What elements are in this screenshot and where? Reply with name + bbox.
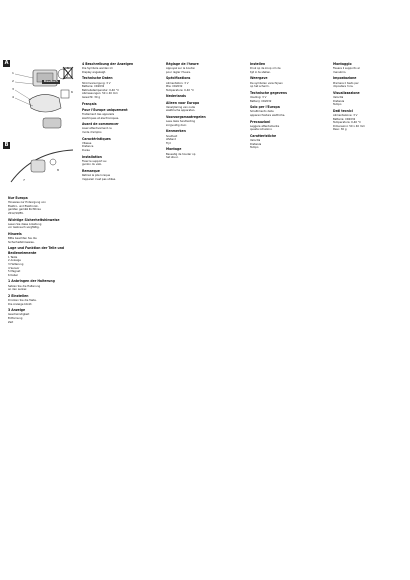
body-text-line: Traitement des appareils <box>82 112 115 116</box>
section-heading: Caratteristiche <box>250 133 277 138</box>
body-text-line: Batterij: CR2032 <box>250 99 272 103</box>
section-heading: Spécifications <box>166 76 191 81</box>
body-text-line: Druk op de knop om de <box>250 67 281 71</box>
body-text-line: 2012/19/EU. <box>8 211 25 215</box>
section-heading: Voorzorgsmaatregelen <box>166 114 206 119</box>
body-text-line: Snelheid <box>166 134 178 138</box>
body-text-line: Velocità <box>250 139 261 143</box>
body-text-line: Pile: CR2032 <box>166 85 183 89</box>
body-text-line: Alimentazione: 3 V <box>333 113 358 117</box>
section-heading: Visualizzazione <box>333 90 360 95</box>
column-1 <box>8 194 78 324</box>
section-heading: Technische Daten <box>82 76 113 81</box>
section-heading: Lage und Funktion der Teile und Bedienelemente <box>8 246 65 255</box>
body-text-line: Hinweise zur Entsorgung von <box>8 201 46 205</box>
column-3 <box>166 60 246 160</box>
section-heading: Réglage de l'heure <box>166 62 199 66</box>
section-heading: Hinweis <box>8 231 22 236</box>
column-2 <box>82 60 162 181</box>
body-text-line: Batteria: CR2032 <box>333 117 356 121</box>
figure-b-badge: B <box>4 142 9 148</box>
body-text-line: Voeding: 3 V <box>250 95 267 99</box>
callout-3: 3 <box>12 87 14 91</box>
callout-1: 1 <box>12 71 14 75</box>
section-heading: Weergave <box>250 76 268 81</box>
figure-a-badge: A <box>4 60 9 66</box>
section-heading: Instellen <box>250 62 266 66</box>
column-4 <box>250 60 330 150</box>
body-text-line: Température: 0-40 °C <box>166 88 194 92</box>
body-text-line: Drücken Sie die Taste. <box>8 298 37 302</box>
section-heading: Alleen voor Europa <box>166 100 200 105</box>
body-text-line: het stuur. <box>166 156 179 160</box>
section-heading: 1 Anbringen der Halterung <box>8 279 55 284</box>
body-text-line: queste istruzioni. <box>250 128 273 132</box>
body-text-line: pour régler l'heure. <box>166 70 191 74</box>
callout-6: 6 <box>71 90 73 94</box>
section-heading: 3 Anzeige <box>8 308 26 313</box>
body-text-line: Die Symbole werden im <box>82 67 113 71</box>
body-text-line: Velocità <box>333 95 344 99</box>
body-text-line: impostare l'ora. <box>333 85 354 89</box>
body-text-line: Gewicht: 30 g <box>82 95 101 99</box>
body-text-line: Afstand <box>166 138 176 142</box>
body-text-line: Bitte beachten Sie die <box>8 237 37 241</box>
body-text-line: Tempo <box>250 146 259 150</box>
body-text-line: tijd in te stellen. <box>250 70 272 74</box>
body-text-line: l'appareil n'est pas utilisé. <box>82 177 116 181</box>
body-text-line: Sicherheitshinweise. <box>8 240 35 244</box>
section-heading: Wichtige Sicherheitshinweise <box>8 217 60 222</box>
body-text-line: Premere il tasto per <box>333 81 359 85</box>
body-text-line: apparecchiature elettriche. <box>250 113 286 117</box>
body-text-line: 1 Taste <box>8 255 18 259</box>
body-text-line: Lesen Sie diese Anleitung <box>8 222 42 226</box>
body-text-line: vor Gebrauch sorgfältig. <box>8 226 40 230</box>
body-text-line: Vitesse <box>82 141 92 145</box>
body-text-line: Tijd <box>166 141 171 145</box>
body-text-line: an den Lenker. <box>8 288 28 292</box>
body-text-line: Smaltimento delle <box>250 110 274 114</box>
section-heading: 4 Beschreibung der Anzeigen <box>82 62 134 66</box>
section-heading: Caractéristiques <box>82 136 111 141</box>
section-heading: Montaggio <box>333 62 352 66</box>
body-text-line: mode d'emploi. <box>82 130 103 134</box>
section-heading: Pour l'Europe uniquement <box>82 107 128 112</box>
callout-8: 8 <box>57 168 59 172</box>
body-text-line: Display angezeigt. <box>82 70 107 74</box>
body-text-line: Entfernung <box>8 316 23 320</box>
body-text-line: Dimensioni: 50 x 40 mm <box>333 124 365 128</box>
section-heading: Nur Europa <box>8 196 28 200</box>
body-text-line: Distanza <box>333 99 345 103</box>
section-heading: Precauzioni <box>250 119 271 124</box>
section-heading: Avant de commencer <box>82 122 119 127</box>
callout-4: 4 <box>12 95 14 99</box>
body-text-line: De symbolen verschijnen <box>250 81 283 85</box>
section-heading: Installation <box>82 154 102 159</box>
body-text-line: Lees deze handleiding <box>166 120 196 124</box>
body-text-line: Leggere attentamente <box>250 124 280 128</box>
body-text-line: elektrische apparaten. <box>166 109 196 113</box>
section-heading: Remarque <box>82 168 100 173</box>
section-heading: 2 Einstellen <box>8 293 29 298</box>
section-heading: Solo per l'Europa <box>250 105 280 110</box>
body-text-line: Tempo <box>333 103 342 107</box>
body-text-line: Alimentation: 3 V <box>166 81 189 85</box>
body-text-line: Distanza <box>250 142 262 146</box>
figure-b <box>3 142 79 190</box>
body-text-line: 6 Kabel <box>8 273 18 277</box>
body-text-line: Bevestig de houder op <box>166 152 196 156</box>
body-text-line: 5 Magnet <box>8 270 21 274</box>
body-text-line: geräten gemäß Richtlinie <box>8 208 41 212</box>
callout-2: 2 <box>12 79 14 83</box>
body-text-line: Lisez attentivement ce <box>82 127 112 131</box>
body-text-line: manubrio. <box>333 70 347 74</box>
callout-7: 7 <box>23 178 25 182</box>
body-text-line: Fixez le support au <box>82 159 107 163</box>
body-text-line: guidon du vélo. <box>82 163 103 167</box>
section-heading: Nederlands <box>166 94 186 99</box>
body-text-line: Verwijdering van oude <box>166 105 196 109</box>
body-text-line: Betriebstemperatur: 0-40 °C <box>82 88 120 92</box>
body-text-line: Retirez la pile lorsque <box>82 174 111 178</box>
body-text-line: Batterie: CR2032 <box>82 85 105 89</box>
body-text-line: Elektro- und Elektronik- <box>8 204 39 208</box>
crossed-bin-icon <box>61 64 75 80</box>
body-text-line: Setzen Sie die Halterung <box>8 284 41 288</box>
body-text-line: Stromversorgung: 3 V <box>82 81 111 85</box>
section-heading: Montage <box>166 147 182 152</box>
column-5 <box>333 60 405 132</box>
section-heading: Kenmerken <box>166 129 186 134</box>
body-text-line: 2 Anzeige <box>8 259 21 263</box>
body-text-line: Zeit <box>8 320 14 324</box>
body-text-line: Durée <box>82 148 90 152</box>
language-label: Deutsch <box>44 79 58 83</box>
body-text-line: Appuyez sur le bouton <box>166 67 196 71</box>
section-heading: Technische gegevens <box>250 90 287 95</box>
section-heading: Impostazione <box>333 76 357 81</box>
body-text-line: Die Anzeige blinkt. <box>8 302 33 306</box>
body-text-line: Peso: 30 g <box>333 128 347 132</box>
body-text-line: 3 Halterung <box>8 262 24 266</box>
section-heading: Dati tecnici <box>333 108 353 113</box>
callout-5: 5 <box>67 66 69 70</box>
body-text-line: Distance <box>82 145 94 149</box>
body-text-line: Fissare il supporto al <box>333 67 360 71</box>
body-text-line: zorgvuldig door. <box>166 123 187 127</box>
body-text-line: op het scherm. <box>250 85 270 89</box>
mounting-illustration <box>3 142 79 190</box>
section-heading: Français <box>82 101 97 106</box>
body-text-line: Abmessungen: 50 x 40 mm <box>82 92 118 96</box>
body-text-line: électriques et électroniques. <box>82 116 120 120</box>
column-1-lang <box>42 62 80 85</box>
body-text-line: Temperatura: 0-40 °C <box>333 121 361 125</box>
body-text-line: Geschwindigkeit <box>8 313 30 317</box>
body-text-line: 4 Sensor <box>8 266 20 270</box>
